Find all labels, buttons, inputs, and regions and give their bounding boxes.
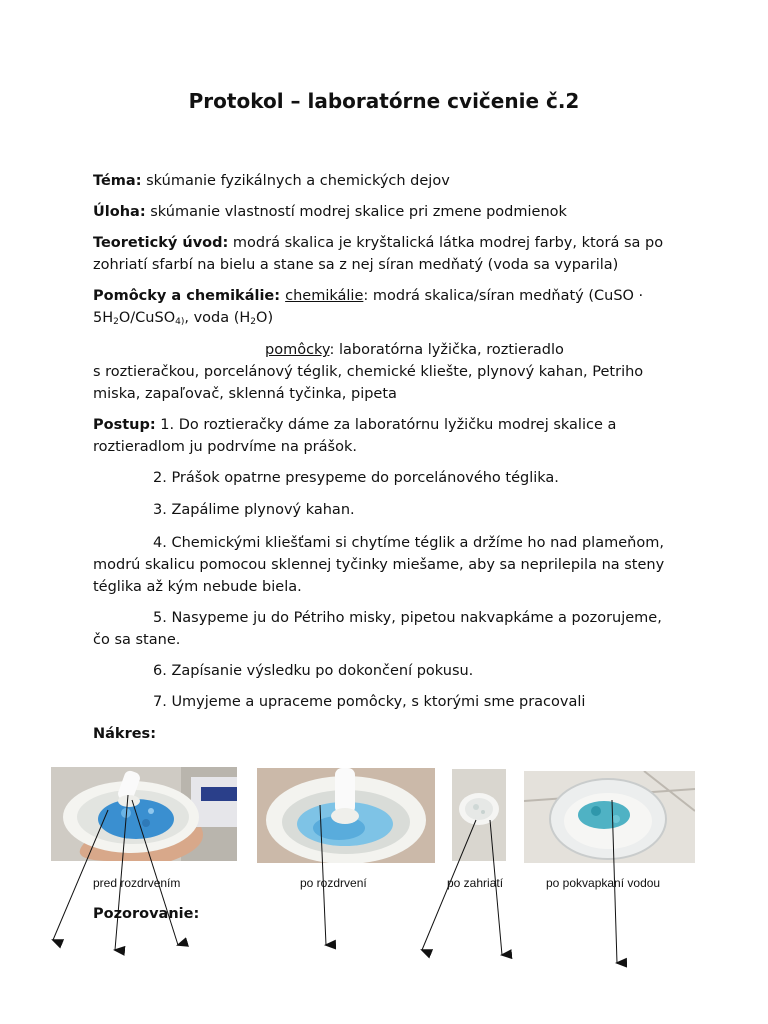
uvod-text: modrá skalica je kryštalická látka modrej farby, ktorá sa po zohriatí sfarbí na bielu a stane sa z nej síran medňatý (voda sa vyparila)	[93, 235, 664, 273]
tools-label: pomôcky	[265, 342, 330, 358]
chemikalie-text: , voda (H	[184, 310, 251, 326]
pomocky-label: Pomôcky a chemikálie	[93, 288, 275, 304]
tema-line: Téma: skúmanie fyzikálnych a chemických dejov	[93, 173, 450, 189]
tools-text-1: laboratórna lyžička, roztieradlo	[334, 342, 564, 358]
uvod-label: Teoretický úvod	[93, 235, 223, 251]
uvod-paragraph: Teoretický úvod: modrá skalica je kryštalická látka modrej farby, ktorá sa po zohriatí sfarbí na bielu a stane sa z nej síran medňatý (voda sa vyparila)	[93, 235, 664, 273]
chemikalie-text: O/CuSO	[118, 310, 176, 326]
chemikalie-label: chemikálie	[285, 288, 364, 304]
arrow-line	[53, 810, 108, 940]
tema-text: skúmanie fyzikálnych a chemických dejov	[141, 173, 450, 189]
step-1-text: 1. Do roztieračky dáme za laboratórnu lyžičku modrej skalice a roztieradlom ju podrvíme na prášok.	[93, 417, 617, 455]
caption-pred-rozdrvenim: pred rozdrvením	[93, 876, 181, 890]
tema-label: Téma	[93, 173, 136, 189]
pozorovanie-line: Pozorovanie:	[93, 906, 200, 922]
nakres-label: Nákres	[93, 726, 151, 742]
arrow-line	[320, 805, 326, 945]
caption-po-zahriati: po zahriatí	[447, 876, 504, 890]
postup-step-2: 2. Prášok opatrne presypeme do porcelánového téglika.	[153, 470, 559, 486]
chemikalie-text: O)	[256, 310, 274, 326]
caption-po-pokvapkani: po pokvapkaní vodou	[546, 876, 661, 890]
formula-subscript: 2	[113, 317, 119, 327]
postup-label: Postup	[93, 417, 150, 433]
caption-po-rozdrveni: po rozdrvení	[300, 876, 367, 890]
nakres-line: Nákres:	[93, 726, 156, 742]
postup-step-4: 4. Chemickými kliešťami si chytíme téglik a držíme ho nad plameňom, modrú skalicu pomocou sklennej tyčinky miešame, aby sa neprilepila na steny téglika až kým nebude biela.	[93, 535, 665, 595]
uloha-line: Úloha: skúmanie vlastností modrej skalice pri zmene podmienok	[93, 204, 567, 220]
tools-text-2: s roztieračkou, porcelánový téglik, chemické kliešte, plynový kahan, Petriho miska, zapaľovač, sklenná tyčinka, pipeta	[93, 364, 644, 402]
formula-subscript: 2	[250, 317, 257, 327]
arrow-line	[115, 795, 128, 950]
pomocky-paragraph: Pomôcky a chemikálie: chemikálie: modrá skalica/síran medňatý (CuSO · $5H_2O/CuSO_{4)}$, voda $(H_2O)$	[93, 288, 644, 327]
arrow-line	[490, 820, 502, 955]
arrow-line	[132, 800, 178, 945]
uloha-text: skúmanie vlastností modrej skalice pri zmene podmienok	[145, 204, 567, 220]
pomocky-tools: pomôcky: laboratórna lyžička, roztieradlo s roztieračkou, porcelánový téglik, chemické kliešte, plynový kahan, Petriho miska, zapaľovač, sklenná tyčinka, pipeta	[93, 339, 673, 405]
postup-step-7: 7. Umyjeme a upraceme pomôcky, s ktorými sme pracovali	[153, 694, 586, 710]
postup-step-6: 6. Zapísanie výsledku po dokončení pokusu.	[153, 663, 474, 679]
postup-step-1: Postup: 1. Do roztieračky dáme za laboratórnu lyžičku modrej skalice a roztieradlom ju podrvíme na prášok.	[93, 417, 617, 455]
postup-step-3: 3. Zapálime plynový kahan.	[153, 502, 355, 518]
postup-step-5: 5. Nasypeme ju do Pétriho misky, pipetou nakvapkáme a pozorujeme, čo sa stane.	[93, 610, 662, 648]
chemikalie-text: modrá skalica/síran medňatý (CuSO · 5H	[93, 288, 644, 326]
page-title: Protokol – laboratórne cvičenie č.2	[188, 89, 580, 113]
pozorovanie-label: Pozorovanie	[93, 906, 194, 922]
uloha-label: Úloha	[93, 204, 140, 220]
arrow-line	[422, 820, 476, 950]
arrow-line	[612, 800, 617, 963]
formula-subscript: 4)	[175, 317, 185, 327]
